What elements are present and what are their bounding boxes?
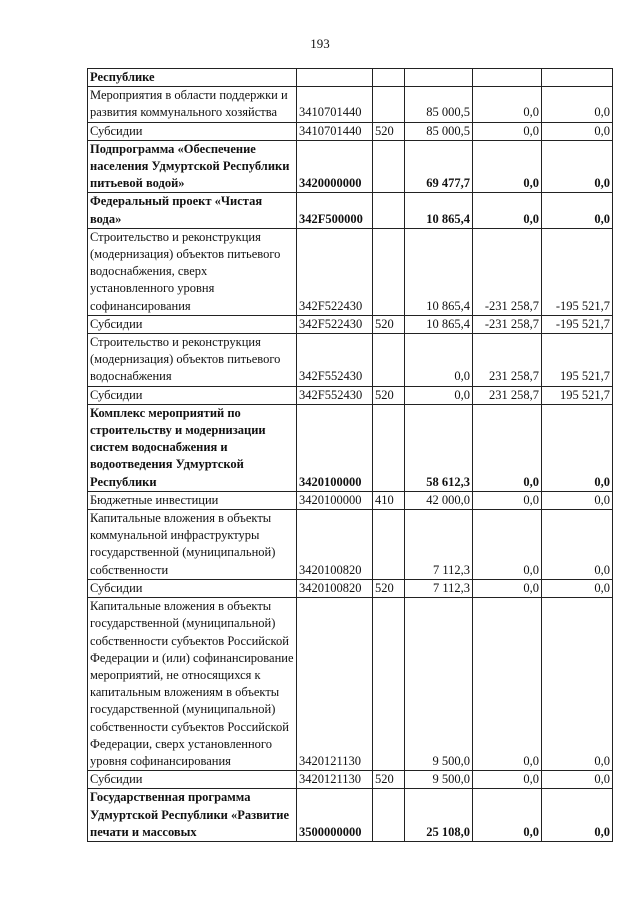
- expense-type-cell: [373, 193, 405, 228]
- expense-type-cell: [373, 598, 405, 771]
- amount-cell: 7 112,3: [405, 579, 473, 597]
- item-name-cell: Капитальные вложения в объекты государственной (муниципальной) собственности субъектов Российской Федерации и (или) софинансирование мероприятий, не относящихся к капитальным вложениям в объекты государственной (муниципальной) собственности субъектов Российской Федерации, сверх установленного уровня софинансирования: [88, 598, 297, 771]
- change-cell: 0,0: [473, 87, 542, 122]
- table-row: [88, 315, 613, 333]
- change-next-year-cell: 0,0: [542, 771, 613, 789]
- item-name-cell: Субсидии: [88, 771, 297, 789]
- amount-cell: 9 500,0: [405, 598, 473, 771]
- expense-type-cell: [373, 228, 405, 315]
- amount-cell: 85 000,5: [405, 87, 473, 122]
- table-row: [88, 193, 613, 228]
- target-code-cell: 3420100000: [297, 491, 373, 509]
- change-cell: 0,0: [473, 771, 542, 789]
- target-code-cell: [297, 69, 373, 87]
- target-code-cell: 3420000000: [297, 140, 373, 193]
- expense-type-cell: [373, 789, 405, 842]
- item-name-cell: Мероприятия в области поддержки и развития коммунального хозяйства: [88, 87, 297, 122]
- change-next-year-cell: 0,0: [542, 193, 613, 228]
- expense-type-cell: 520: [373, 122, 405, 140]
- amount-cell: 85 000,5: [405, 122, 473, 140]
- amount-cell: 9 500,0: [405, 771, 473, 789]
- amount-cell: 10 865,4: [405, 315, 473, 333]
- change-cell: 0,0: [473, 510, 542, 580]
- change-cell: 0,0: [473, 404, 542, 491]
- table-row: [88, 69, 613, 87]
- change-next-year-cell: -195 521,7: [542, 228, 613, 315]
- target-code-cell: 342F552430: [297, 334, 373, 387]
- change-cell: 0,0: [473, 789, 542, 842]
- target-code-cell: 3410701440: [297, 87, 373, 122]
- target-code-cell: 342F522430: [297, 228, 373, 315]
- budget-table: [87, 68, 613, 842]
- table-row: [88, 771, 613, 789]
- change-cell: 231 258,7: [473, 334, 542, 387]
- change-next-year-cell: 195 521,7: [542, 334, 613, 387]
- expense-type-cell: 520: [373, 315, 405, 333]
- change-next-year-cell: 0,0: [542, 598, 613, 771]
- item-name-cell: Субсидии: [88, 386, 297, 404]
- table-row: [88, 510, 613, 580]
- change-next-year-cell: 195 521,7: [542, 386, 613, 404]
- table-row: [88, 122, 613, 140]
- change-cell: -231 258,7: [473, 315, 542, 333]
- amount-cell: 0,0: [405, 386, 473, 404]
- table-row: [88, 228, 613, 315]
- budget-table-body: [88, 69, 613, 842]
- expense-type-cell: 520: [373, 771, 405, 789]
- change-next-year-cell: 0,0: [542, 491, 613, 509]
- target-code-cell: 342F522430: [297, 315, 373, 333]
- target-code-cell: 3420121130: [297, 771, 373, 789]
- target-code-cell: 3420100000: [297, 404, 373, 491]
- amount-cell: 58 612,3: [405, 404, 473, 491]
- target-code-cell: 342F552430: [297, 386, 373, 404]
- expense-type-cell: [373, 140, 405, 193]
- item-name-cell: Субсидии: [88, 122, 297, 140]
- item-name-cell: Подпрограмма «Обеспечение населения Удмуртской Республики питьевой водой»: [88, 140, 297, 193]
- change-next-year-cell: [542, 69, 613, 87]
- expense-type-cell: 520: [373, 579, 405, 597]
- expense-type-cell: 520: [373, 386, 405, 404]
- amount-cell: 25 108,0: [405, 789, 473, 842]
- expense-type-cell: [373, 87, 405, 122]
- item-name-cell: Строительство и реконструкция (модернизация) объектов питьевого водоснабжения, сверх установленного уровня софинансирования: [88, 228, 297, 315]
- amount-cell: 10 865,4: [405, 228, 473, 315]
- change-cell: 0,0: [473, 193, 542, 228]
- change-cell: 231 258,7: [473, 386, 542, 404]
- target-code-cell: 3420100820: [297, 579, 373, 597]
- amount-cell: 10 865,4: [405, 193, 473, 228]
- change-next-year-cell: 0,0: [542, 789, 613, 842]
- target-code-cell: 3410701440: [297, 122, 373, 140]
- amount-cell: 69 477,7: [405, 140, 473, 193]
- change-cell: 0,0: [473, 122, 542, 140]
- amount-cell: 42 000,0: [405, 491, 473, 509]
- amount-cell: 7 112,3: [405, 510, 473, 580]
- table-row: [88, 140, 613, 193]
- page-number: 193: [310, 36, 330, 51]
- change-cell: 0,0: [473, 140, 542, 193]
- amount-cell: 0,0: [405, 334, 473, 387]
- item-name-cell: Государственная программа Удмуртской Республики «Развитие печати и массовых: [88, 789, 297, 842]
- item-name-cell: Субсидии: [88, 315, 297, 333]
- target-code-cell: 3420121130: [297, 598, 373, 771]
- expense-type-cell: [373, 69, 405, 87]
- item-name-cell: Строительство и реконструкция (модернизация) объектов питьевого водоснабжения: [88, 334, 297, 387]
- change-cell: [473, 69, 542, 87]
- table-row: [88, 491, 613, 509]
- change-next-year-cell: 0,0: [542, 404, 613, 491]
- table-row: [88, 334, 613, 387]
- table-row: [88, 404, 613, 491]
- change-cell: 0,0: [473, 491, 542, 509]
- change-cell: 0,0: [473, 579, 542, 597]
- item-name-cell: Комплекс мероприятий по строительству и модернизации систем водоснабжения и водоотведения Удмуртской Республики: [88, 404, 297, 491]
- change-next-year-cell: 0,0: [542, 579, 613, 597]
- change-next-year-cell: 0,0: [542, 122, 613, 140]
- amount-cell: [405, 69, 473, 87]
- expense-type-cell: [373, 510, 405, 580]
- change-cell: 0,0: [473, 598, 542, 771]
- item-name-cell: Бюджетные инвестиции: [88, 491, 297, 509]
- expense-type-cell: [373, 404, 405, 491]
- item-name-cell: Капитальные вложения в объекты коммунальной инфраструктуры государственной (муниципальной) собственности: [88, 510, 297, 580]
- target-code-cell: 3500000000: [297, 789, 373, 842]
- target-code-cell: 342F500000: [297, 193, 373, 228]
- table-row: [88, 87, 613, 122]
- table-row: [88, 579, 613, 597]
- expense-type-cell: [373, 334, 405, 387]
- change-cell: -231 258,7: [473, 228, 542, 315]
- target-code-cell: 3420100820: [297, 510, 373, 580]
- expense-type-cell: 410: [373, 491, 405, 509]
- item-name-cell: Федеральный проект «Чистая вода»: [88, 193, 297, 228]
- table-row: [88, 386, 613, 404]
- item-name-cell: Субсидии: [88, 579, 297, 597]
- change-next-year-cell: 0,0: [542, 140, 613, 193]
- change-next-year-cell: 0,0: [542, 510, 613, 580]
- item-name-cell: Республике: [88, 69, 297, 87]
- change-next-year-cell: -195 521,7: [542, 315, 613, 333]
- change-next-year-cell: 0,0: [542, 87, 613, 122]
- table-row: [88, 789, 613, 842]
- table-row: [88, 598, 613, 771]
